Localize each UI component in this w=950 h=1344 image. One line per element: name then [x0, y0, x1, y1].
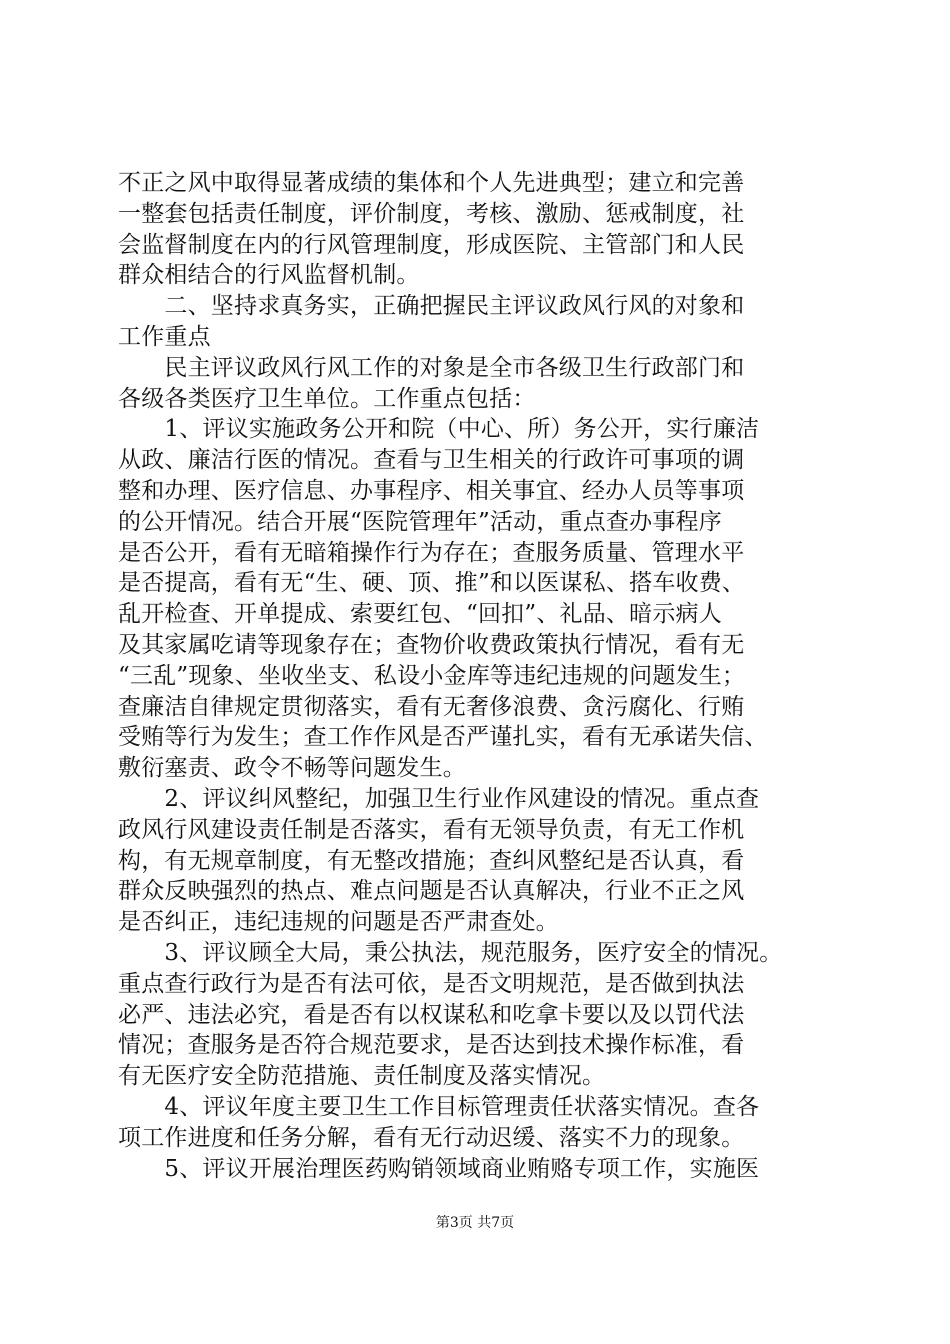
text-line: 受贿等行为发生；查工作作风是否严谨扎实，看有无承诺失信、 — [118, 724, 768, 751]
text-line: 构，有无规章制度，有无整改措施；查纠风整纪是否认真，看 — [118, 847, 745, 874]
text-line: 项工作进度和任务分解，看有无行动迟缓、落实不力的现象。 — [118, 1124, 745, 1151]
text-line: 敷衍塞责、政令不畅等问题发生。 — [118, 755, 466, 782]
text-line: 及其家属吃请等现象存在；查物价收费政策执行情况，看有无 — [118, 631, 745, 658]
body-text — [118, 168, 838, 1184]
text-line: 群众相结合的行风监督机制。 — [118, 262, 420, 289]
text-line: 情况；查服务是否符合规范要求，是否达到技术操作标准，看 — [118, 1032, 745, 1059]
text-line: 查廉洁自律规定贯彻落实，看有无奢侈浪费、贪污腐化、行贿 — [118, 693, 745, 720]
text-line: 1、评议实施政务公开和院（中心、所）务公开，实行廉洁 — [118, 416, 760, 443]
text-line: 是否公开，看有无暗箱操作行为存在；查服务质量、管理水平 — [118, 539, 745, 566]
text-line: 2、评议纠风整纪，加强卫生行业作风建设的情况。重点查 — [118, 785, 760, 812]
text-line: 政风行风建设责任制是否落实，看有无领导负责，有无工作机 — [118, 816, 745, 843]
text-line: 从政、廉洁行医的情况。查看与卫生相关的行政许可事项的调 — [118, 447, 745, 474]
text-line: 不正之风中取得显著成绩的集体和个人先进典型；建立和完善 — [118, 170, 745, 196]
text-line: 工作重点 — [118, 323, 211, 350]
text-line: 有无医疗安全防范措施、责任制度及落实情况。 — [118, 1063, 606, 1090]
text-line: 乱开检查、开单提成、索要红包、“回扣”、礼品、暗示病人 — [118, 601, 722, 628]
page-footer: 第3页 共7页 — [435, 1215, 515, 1231]
text-line: 5、评议开展治理医药购销领域商业贿赂专项工作，实施医 — [118, 1155, 760, 1182]
text-line: 各级各类医疗卫生单位。工作重点包括： — [118, 385, 536, 412]
text-line: 重点查行政行为是否有法可依，是否文明规范，是否做到执法 — [118, 970, 745, 997]
text-line: 4、评议年度主要卫生工作目标管理责任状落实情况。查各 — [118, 1093, 760, 1120]
text-line: 整和办理、医疗信息、办事程序、相关事宜、经办人员等事项 — [118, 477, 745, 504]
text-line: 会监督制度在内的行风管理制度，形成医院、主管部门和人民 — [118, 231, 745, 258]
text-line: “三乱”现象、坐收坐支、私设小金库等违纪违规的问题发生； — [118, 662, 746, 689]
text-line: 3、评议顾全大局，秉公执法，规范服务，医疗安全的情况。 — [118, 939, 783, 966]
text-line: 是否纠正，违纪违规的问题是否严肃查处。 — [118, 909, 559, 936]
text-line: 民主评议政风行风工作的对象是全市各级卫生行政部门和 — [118, 354, 745, 381]
text-line: 是否提高，看有无“生、硬、顶、推”和以医谋私、搭车收费、 — [118, 570, 746, 597]
text-line: 必严、违法必究，看是否有以权谋私和吃拿卡要以及以罚代法 — [118, 1001, 745, 1028]
text-line: 群众反映强烈的热点、难点问题是否认真解决，行业不正之风 — [118, 878, 745, 905]
text-line: 的公开情况。结合开展“医院管理年”活动，重点查办事程序 — [118, 508, 722, 535]
text-line: 一整套包括责任制度，评价制度，考核、激励、惩戒制度，社 — [118, 200, 745, 227]
text-line: 二、坚持求真务实，正确把握民主评议政风行风的对象和 — [118, 293, 745, 320]
